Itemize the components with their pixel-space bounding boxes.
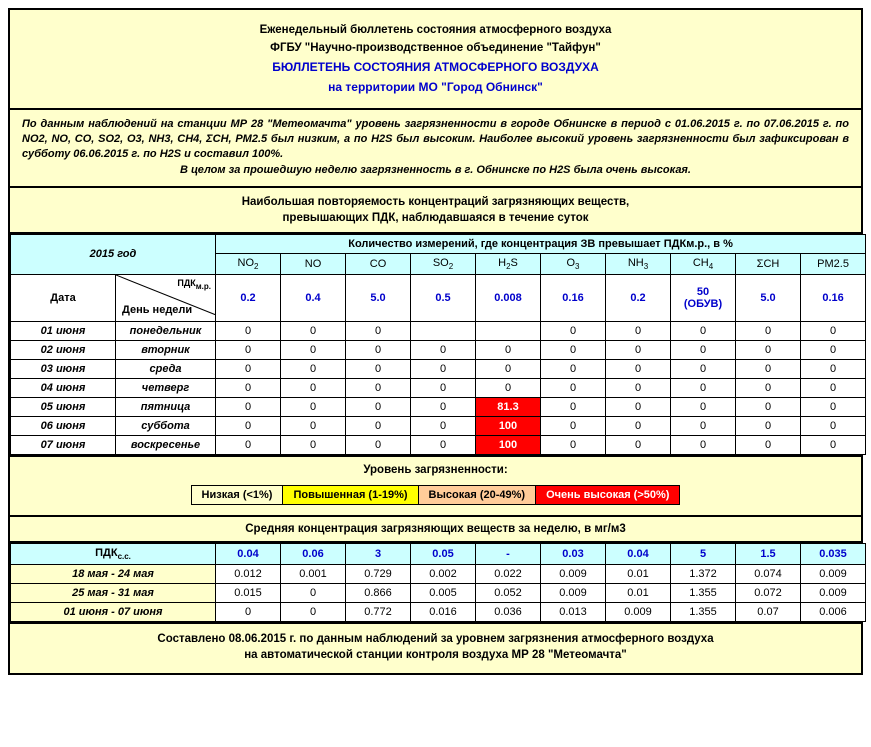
- avg-co: 0.772: [346, 602, 411, 621]
- avg-so2: 0.002: [411, 564, 476, 583]
- cell-nh3: 0: [606, 398, 671, 417]
- cell-no: 0: [281, 341, 346, 360]
- avg-nh3: 0.009: [606, 602, 671, 621]
- row-period: 25 мая - 31 мая: [11, 583, 216, 602]
- average-concentration-table: [10, 543, 866, 622]
- avg-no: 0.001: [281, 564, 346, 583]
- cell-nh3: 0: [606, 436, 671, 455]
- pdk-ss-co: 3: [346, 543, 411, 564]
- avg-ch4: 1.355: [671, 583, 736, 602]
- year-label: 2015 год: [11, 234, 216, 274]
- row-period: 18 мая - 24 мая: [11, 564, 216, 583]
- avg-sch: 0.072: [736, 583, 801, 602]
- avg-pm25: 0.009: [801, 564, 866, 583]
- intro-text: По данным наблюдений на станции МР 28 "Метеомачта" уровень загрязненности в городе Обнинске в период с 01.06.2015 г. по 07.06.2015 г. по NO2, NO, CO, SO2, O3, NH3, CH4, ΣCH, PM2.5 был низким, а по H2S был высоким. Наиболее высокий уровень загрязненности был зафиксирован в субботу 06.06.2015 г. по H2S и составил 100%.: [22, 118, 849, 161]
- cell-ch4: 0: [671, 341, 736, 360]
- row-date: 03 июня: [11, 360, 116, 379]
- cell-o3: 0: [541, 360, 606, 379]
- frequency-table: [10, 234, 866, 455]
- cell-so2: 0: [411, 398, 476, 417]
- cell-h2s: 100: [476, 417, 541, 436]
- cell-no: 0: [281, 436, 346, 455]
- pdk-mr-label: $ПДК_{м.р.}$: [177, 278, 211, 291]
- legend-item-raised: Повышенная (1-19%): [283, 486, 418, 504]
- section1-title: [10, 188, 861, 234]
- pdk-value-no: 0.4: [281, 275, 346, 322]
- row-dow: воскресенье: [116, 436, 216, 455]
- table-row: [11, 341, 866, 360]
- section1-title-line1: Наибольшая повторяемость концентраций загрязняющих веществ,: [241, 195, 630, 208]
- cell-no: 0: [281, 417, 346, 436]
- cell-no: 0: [281, 379, 346, 398]
- pdk-value-nh3: 0.2: [606, 275, 671, 322]
- table-row: [11, 602, 866, 621]
- legend-item-very-high: Очень высокая (>50%): [536, 486, 679, 504]
- cell-co: 0: [346, 417, 411, 436]
- cell-ch4: 0: [671, 322, 736, 341]
- cell-no: 0: [281, 398, 346, 417]
- bulletin-document: [8, 8, 863, 675]
- row-date: 06 июня: [11, 417, 116, 436]
- table-row: [11, 564, 866, 583]
- pdk-value-so2: 0.5: [411, 275, 476, 322]
- table-row: [11, 398, 866, 417]
- footer-line-1: Составлено 08.06.2015 г. по данным наблюдений за уровнем загрязнения атмосферного воздуха: [157, 632, 714, 645]
- substance-header-no2: $NO_2$: [216, 253, 281, 274]
- pdk-value-pm25: 0.16: [801, 275, 866, 322]
- cell-o3: 0: [541, 417, 606, 436]
- cell-sch: 0: [736, 322, 801, 341]
- substance-header-h2s: $H_2S$: [476, 253, 541, 274]
- cell-so2: [411, 322, 476, 341]
- cell-o3: 0: [541, 436, 606, 455]
- pdk-value-o3: 0.16: [541, 275, 606, 322]
- substance-header-no: NO: [281, 253, 346, 274]
- document-footer: [10, 622, 861, 673]
- substance-header-so2: $SO_2$: [411, 253, 476, 274]
- row-dow: вторник: [116, 341, 216, 360]
- cell-co: 0: [346, 379, 411, 398]
- cell-ch4: 0: [671, 360, 736, 379]
- cell-so2: 0: [411, 360, 476, 379]
- cell-pm25: 0: [801, 436, 866, 455]
- row-date: 01 июня: [11, 322, 116, 341]
- cell-no2: 0: [216, 379, 281, 398]
- cell-no2: 0: [216, 341, 281, 360]
- pdk-ss-h2s: -: [476, 543, 541, 564]
- table-row: [11, 417, 866, 436]
- row-dow: суббота: [116, 417, 216, 436]
- table-row-header-year: [11, 234, 866, 253]
- avg-nh3: 0.01: [606, 583, 671, 602]
- pdk-value-ch4-sub: (ОБУВ): [683, 298, 723, 311]
- section1-title-line2: превышающих ПДК, наблюдавшаяся в течение суток: [282, 211, 589, 224]
- header-subtitle: на территории МО "Город Обнинск": [328, 80, 543, 94]
- cell-so2: 0: [411, 436, 476, 455]
- avg-no2: 0.012: [216, 564, 281, 583]
- pdk-ss-no2: 0.04: [216, 543, 281, 564]
- cell-no: 0: [281, 360, 346, 379]
- avg-co: 0.866: [346, 583, 411, 602]
- row-dow: среда: [116, 360, 216, 379]
- table-row: [11, 379, 866, 398]
- pdk-ss-so2: 0.05: [411, 543, 476, 564]
- section2-title-text: Средняя концентрация загрязняющих веществ за неделю, в мг/м3: [245, 522, 626, 535]
- cell-pm25: 0: [801, 341, 866, 360]
- avg-no: 0: [281, 583, 346, 602]
- cell-h2s: 0: [476, 341, 541, 360]
- avg-so2: 0.016: [411, 602, 476, 621]
- cell-pm25: 0: [801, 360, 866, 379]
- avg-pm25: 0.009: [801, 583, 866, 602]
- legend-item-high: Высокая (20-49%): [419, 486, 537, 504]
- pdk-ss-nh3: 0.04: [606, 543, 671, 564]
- cell-o3: 0: [541, 398, 606, 417]
- table-row: [11, 583, 866, 602]
- avg-sch: 0.07: [736, 602, 801, 621]
- cell-no2: 0: [216, 398, 281, 417]
- day-of-week-label: День недели: [122, 304, 193, 317]
- pdk-value-co: 5.0: [346, 275, 411, 322]
- cell-pm25: 0: [801, 417, 866, 436]
- cell-o3: 0: [541, 322, 606, 341]
- cell-no2: 0: [216, 417, 281, 436]
- cell-sch: 0: [736, 360, 801, 379]
- cell-o3: 0: [541, 341, 606, 360]
- cell-h2s: 0: [476, 379, 541, 398]
- cell-ch4: 0: [671, 436, 736, 455]
- pdk-ss-pm25: 0.035: [801, 543, 866, 564]
- cell-no2: 0: [216, 360, 281, 379]
- cell-sch: 0: [736, 398, 801, 417]
- avg-no2: 0: [216, 602, 281, 621]
- cell-pm25: 0: [801, 322, 866, 341]
- pdk-value-sch: 5.0: [736, 275, 801, 322]
- pdk-ss-o3: 0.03: [541, 543, 606, 564]
- cell-sch: 0: [736, 341, 801, 360]
- cell-no: 0: [281, 322, 346, 341]
- substance-header-o3: $O_3$: [541, 253, 606, 274]
- cell-no2: 0: [216, 322, 281, 341]
- avg-co: 0.729: [346, 564, 411, 583]
- pdk-value-h2s: 0.008: [476, 275, 541, 322]
- intro-paragraph: [10, 110, 861, 188]
- footer-line-2: на автоматической станции контроля воздуха МР 28 "Метеомачта": [244, 649, 627, 662]
- cell-pm25: 0: [801, 398, 866, 417]
- legend-item-low: Низкая (<1%): [192, 486, 284, 504]
- cell-ch4: 0: [671, 379, 736, 398]
- substance-header-ch4: $CH_4$: [671, 253, 736, 274]
- cell-so2: 0: [411, 379, 476, 398]
- header-line-2: ФГБУ "Научно-производственное объединение "Тайфун": [270, 42, 601, 54]
- cell-so2: 0: [411, 417, 476, 436]
- avg-o3: 0.013: [541, 602, 606, 621]
- document-header: [10, 10, 861, 110]
- header-line-1: Еженедельный бюллетень состояния атмосферного воздуха: [259, 24, 612, 36]
- avg-o3: 0.009: [541, 564, 606, 583]
- row-date: 07 июня: [11, 436, 116, 455]
- cell-so2: 0: [411, 341, 476, 360]
- intro-text-2: В целом за прошедшую неделю загрязненность в г. Обнинске по H2S была очень высокая.: [180, 163, 691, 176]
- avg-so2: 0.005: [411, 583, 476, 602]
- cell-ch4: 0: [671, 417, 736, 436]
- cell-nh3: 0: [606, 417, 671, 436]
- legend-items: [191, 485, 681, 505]
- cell-o3: 0: [541, 379, 606, 398]
- cell-sch: 0: [736, 436, 801, 455]
- cell-nh3: 0: [606, 379, 671, 398]
- date-column-header: Дата: [11, 275, 116, 322]
- cell-ch4: 0: [671, 398, 736, 417]
- row-date: 02 июня: [11, 341, 116, 360]
- avg-h2s: 0.022: [476, 564, 541, 583]
- pdk-ss-no: 0.06: [281, 543, 346, 564]
- row-dow: пятница: [116, 398, 216, 417]
- pdk-value-ch4-main: 50: [696, 286, 710, 299]
- row-period: 01 июня - 07 июня: [11, 602, 216, 621]
- avg-o3: 0.009: [541, 583, 606, 602]
- pdk-ss-label: $ПДК_{с.с.}$: [11, 543, 216, 564]
- table-row: [11, 360, 866, 379]
- avg-sch: 0.074: [736, 564, 801, 583]
- table-row-pdk: [11, 275, 866, 322]
- row-date: 05 июня: [11, 398, 116, 417]
- avg-nh3: 0.01: [606, 564, 671, 583]
- substance-header-sch: ΣCH: [736, 253, 801, 274]
- cell-nh3: 0: [606, 322, 671, 341]
- avg-h2s: 0.036: [476, 602, 541, 621]
- avg-ch4: 1.372: [671, 564, 736, 583]
- cell-h2s: 81.3: [476, 398, 541, 417]
- header-title: БЮЛЛЕТЕНЬ СОСТОЯНИЯ АТМОСФЕРНОГО ВОЗДУХА: [272, 60, 599, 74]
- substance-header-nh3: $NH_3$: [606, 253, 671, 274]
- cell-h2s: [476, 322, 541, 341]
- cell-h2s: 100: [476, 436, 541, 455]
- cell-no2: 0: [216, 436, 281, 455]
- pdk-value-no2: 0.2: [216, 275, 281, 322]
- cell-co: 0: [346, 322, 411, 341]
- cell-co: 0: [346, 360, 411, 379]
- legend: [10, 455, 861, 517]
- pdk-diagonal-cell: [116, 275, 216, 322]
- row-dow: понедельник: [116, 322, 216, 341]
- pdk-value-ch4: [671, 275, 736, 322]
- pdk-ss-ch4: 5: [671, 543, 736, 564]
- table-row: [11, 436, 866, 455]
- avg-no: 0: [281, 602, 346, 621]
- avg-h2s: 0.052: [476, 583, 541, 602]
- cell-pm25: 0: [801, 379, 866, 398]
- row-dow: четверг: [116, 379, 216, 398]
- substance-header-co: CO: [346, 253, 411, 274]
- cell-sch: 0: [736, 379, 801, 398]
- cell-sch: 0: [736, 417, 801, 436]
- avg-ch4: 1.355: [671, 602, 736, 621]
- legend-title: Уровень загрязненности:: [363, 464, 508, 477]
- pdk-ss-sch: 1.5: [736, 543, 801, 564]
- avg-pm25: 0.006: [801, 602, 866, 621]
- cell-nh3: 0: [606, 341, 671, 360]
- cell-co: 0: [346, 341, 411, 360]
- cell-co: 0: [346, 436, 411, 455]
- table-row: [11, 322, 866, 341]
- section2-title: [10, 517, 861, 543]
- cell-nh3: 0: [606, 360, 671, 379]
- substance-header-pm25: PM2.5: [801, 253, 866, 274]
- measure-header: Количество измерений, где концентрация ЗВ превышает ПДКм.р., в %: [216, 234, 866, 253]
- cell-h2s: 0: [476, 360, 541, 379]
- cell-co: 0: [346, 398, 411, 417]
- row-date: 04 июня: [11, 379, 116, 398]
- table-row-pdk-ss: [11, 543, 866, 564]
- avg-no2: 0.015: [216, 583, 281, 602]
